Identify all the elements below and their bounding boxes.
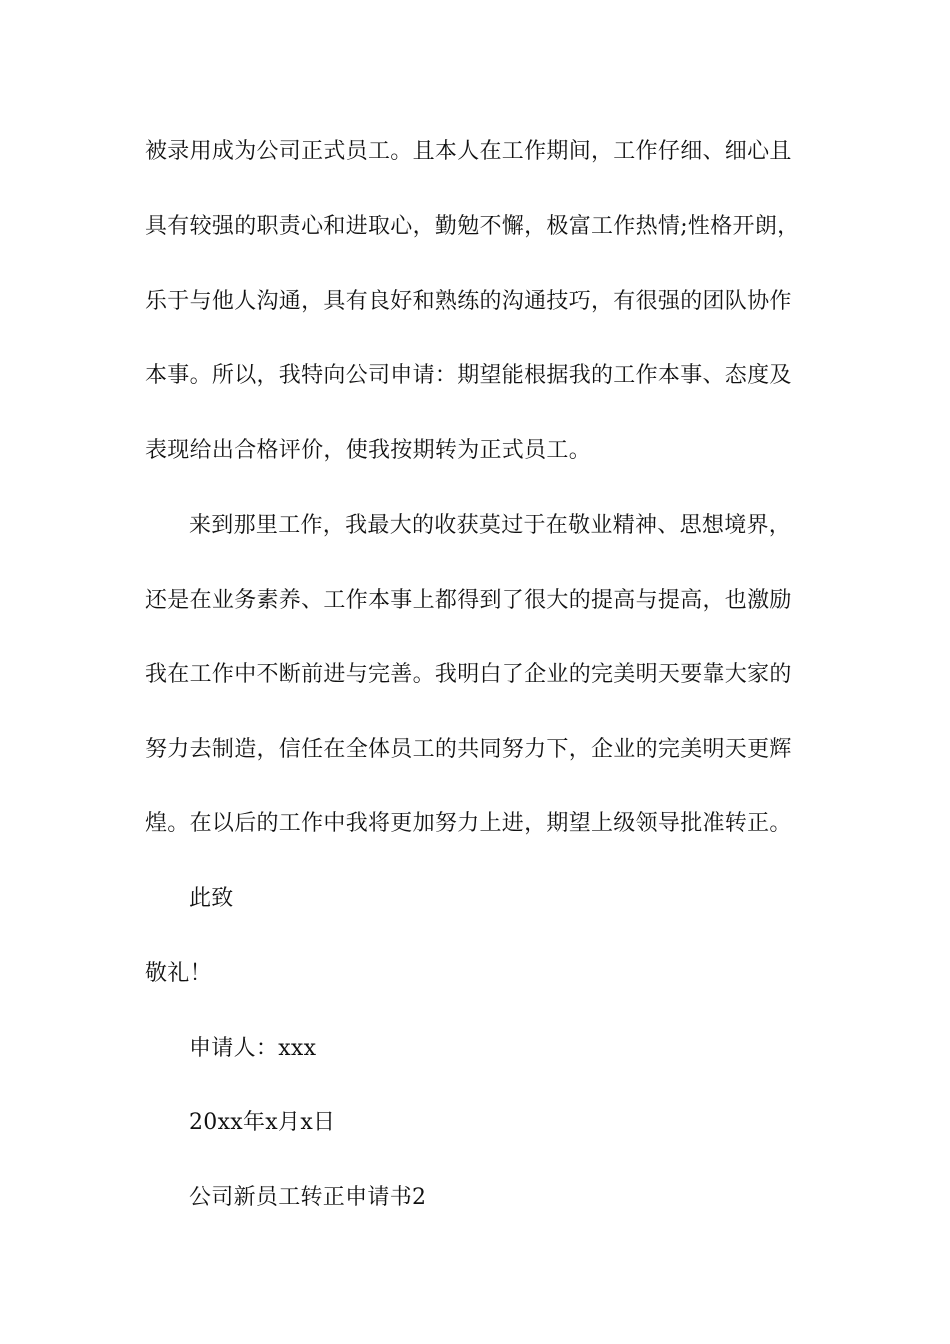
paragraph-1-line-3: 乐于与他人沟通，具有良好和熟练的沟通技巧，有很强的团队协作 <box>145 289 792 314</box>
applicant-signature: 申请人：xxx <box>189 1036 317 1061</box>
closing-regards: 敬礼！ <box>145 961 212 986</box>
paragraph-1-line-1: 被录用成为公司正式员工。且本人在工作期间，工作仔细、细心且 <box>145 139 792 164</box>
next-document-title: 公司新员工转正申请书2 <box>189 1185 427 1210</box>
closing-salutation: 此致 <box>189 886 234 911</box>
paragraph-2-line-4: 努力去制造，信任在全体员工的共同努力下，企业的完美明天更辉 <box>145 737 792 762</box>
paragraph-1-line-4: 本事。所以，我特向公司申请：期望能根据我的工作本事、态度及 <box>145 363 792 388</box>
paragraph-2-line-2: 还是在业务素养、工作本事上都得到了很大的提高与提高，也激励 <box>145 588 792 613</box>
paragraph-2-line-3: 我在工作中不断前进与完善。我明白了企业的完美明天要靠大家的 <box>145 662 792 687</box>
paragraph-2-line-5: 煌。在以后的工作中我将更加努力上进，期望上级领导批准转正。 <box>145 811 792 836</box>
application-date: 20xx年x月x日 <box>189 1110 336 1135</box>
paragraph-2-line-1: 来到那里工作，我最大的收获莫过于在敬业精神、思想境界， <box>189 513 792 538</box>
paragraph-1-line-2: 具有较强的职责心和进取心，勤勉不懈，极富工作热情;性格开朗， <box>145 214 800 239</box>
paragraph-1-line-5: 表现给出合格评价，使我按期转为正式员工。 <box>145 438 592 463</box>
